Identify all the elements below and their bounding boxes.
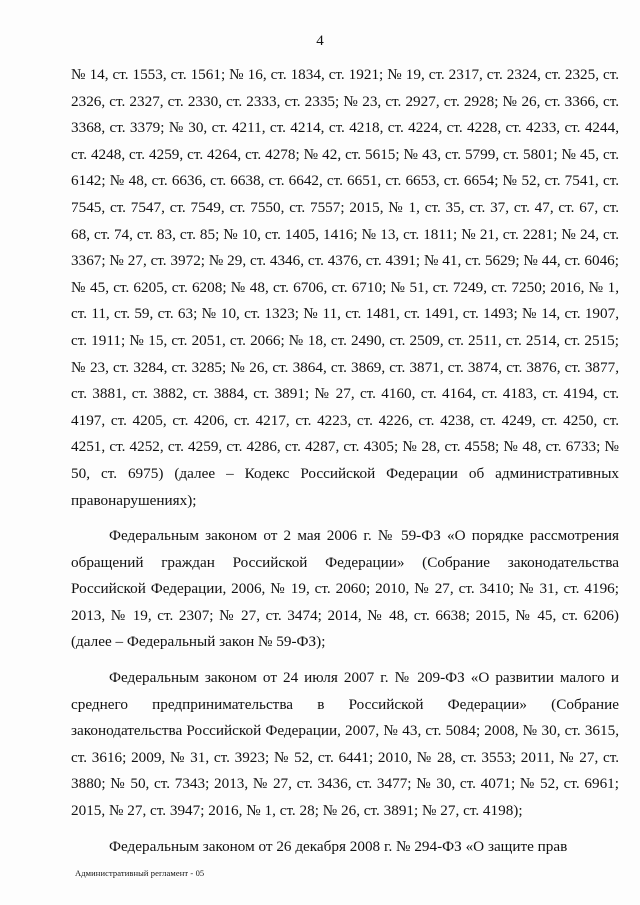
paragraph-law-209-fz: Федеральным законом от 24 июля 2007 г. № 209-ФЗ «О развитии малого и среднего предпринимательства в Российской Федерации» (Собрание законодательства Российской Федерации, 2007, № 43, ст. 5084; 2008, № 30, ст. 3615, ст. 3616; 2009, № 31, ст. 3923; № 52, ст. 6441; 2010, № 28, ст. 3553; 2011, № 27, ст. 3880; № 50, ст. 7343; 2013, № 27, ст. 3436, ст. 3477; № 30, ст. 4071; № 52, ст. 6961; 2015, № 27, ст. 3947; 2016, № 1, ст. 28; № 26, ст. 3891; № 27, ст. 4198); <box>71 669 619 820</box>
legal-citation-list: № 14, ст. 1553, ст. 1561; № 16, ст. 1834, ст. 1921; № 19, ст. 2317, ст. 2324, ст. 2325, ст. 2326, ст. 2327, ст. 2330, ст. 2333, ст. 2335; № 23, ст. 2927, ст. 2928; № 26, ст. 3366, ст. 3368, ст. 3379; № 30, ст. 4211, ст. 4214, ст. 4218, ст. 4224, ст. 4228, ст. 4233, ст. 4244, ст. 4248, ст. 4259, ст. 4264, ст. 4278; № 42, ст. 5615; № 43, ст. 5799, ст. 5801; № 45, ст. 6142; № 48, ст. 6636, ст. 6638, ст. 6642, ст. 6651, ст. 6653, ст. 6654; № 52, ст. 7541, ст. 7545, ст. 7547, ст. 7549, ст. 7550, ст. 7557; 2015, № 1, ст. 35, ст. 37, ст. 47, ст. 67, ст. 68, ст. 74, ст. 83, ст. 85; № 10, ст. 1405, 1416; № 13, ст. 1811; № 21, ст. 2281; № 24, ст. 3367; № 27, ст. 3972; № 29, ст. 4346, ст. 4376, ст. 4391; № 41, ст. 5629; № 44, ст. 6046; № 45, ст. 6205, ст. 6208; № 48, ст. 6706, ст. 6710; № 51, ст. 7249, ст. 7250; 2016, № 1, ст. 11, ст. 59, ст. 63; № 10, ст. 1323; № 11, ст. 1481, ст. 1491, ст. 1493; № 14, ст. 1907, ст. 1911; № 15, ст. 2051, ст. 2066; № 18, ст. 2490, ст. 2509, ст. 2511, ст. 2514, ст. 2515; № 23, ст. 3284, ст. 3285; № 26, ст. 3864, ст. 3869, ст. 3871, ст. 3874, ст. 3876, ст. 3877, ст. 3881, ст. 3882, ст. 3884, ст. 3891; № 27, ст. 4160, ст. 4164, ст. 4183, ст. 4194, ст. 4197, ст. 4205, ст. 4206, ст. 4217, ст. 4223, ст. 4226, ст. 4238, ст. 4249, ст. 4250, ст. 4251, ст. 4252, ст. 4259, ст. 4286, ст. 4287, ст. 4305; № 28, ст. 4558; № 48, ст. 6733; № 50, ст. 6975) (далее – Кодекс Российской Федерации об административных правонарушениях); <box>71 66 619 509</box>
page-number: 4 <box>316 33 324 49</box>
paragraph-law-59-fz: Федеральным законом от 2 мая 2006 г. № 59-ФЗ «О порядке рассмотрения обращений граждан Российской Федерации» (Собрание законодательства Российской Федерации, 2006, № 19, ст. 2060; 2010, № 27, ст. 3410; № 31, ст. 4196; 2013, № 19, ст. 2307; № 27, ст. 3474; 2014, № 48, ст. 6638; 2015, № 45, ст. 6206) (далее – Федеральный закон № 59-ФЗ); <box>71 527 619 651</box>
document-body <box>71 62 619 860</box>
paragraph-law-294-fz: Федеральным законом от 26 декабря 2008 г. № 294-ФЗ «О защите прав <box>109 837 568 855</box>
page-footer: Административный регламент - 05 <box>75 868 205 878</box>
